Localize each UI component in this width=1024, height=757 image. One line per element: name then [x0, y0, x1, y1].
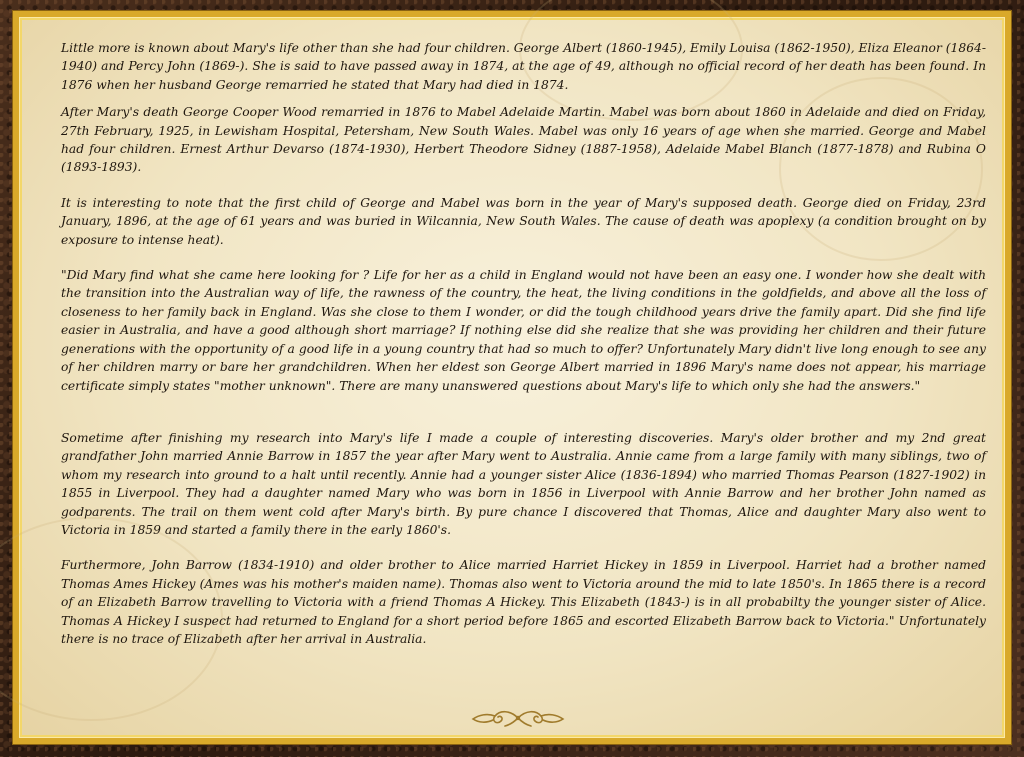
paragraph-3: It is interesting to note that the first child of George and Mabel was born in the year of Mary's supposed death. George died on Friday, 23rd January, 1896, at the age of 61 years and was buried in Wilcannia, New South Wales. The cause of death was apoplexy (a condition brought on by exposure to intense heat).: [61, 195, 986, 247]
ornament-flourish-icon: [465, 707, 571, 729]
document-body: [61, 39, 986, 648]
paragraph-4: "Did Mary find what she came here looking for ? Life for her as a child in England would not have been an easy one. I wonder how she dealt with the transition into the Australian way of life, the rawness of the country, the heat, the living conditions in the goldfields, and above all the loss of closeness to her family back in England. Was she close to them I wonder, or did the tough childhood years drive the family apart. Did she find life easier in Australia, and have a good although short marriage? If nothing else did she realize that she was providing her children and their future generations with the opportunity of a good life in a young country that had so much to offer? Unfortunately Mary didn't live long enough to see any of her children marry or bare her grandchildren. When her eldest son George Albert married in 1896 Mary's name does not appear, his marriage certificate simply states "mother unknown". There are many unanswered questions about Mary's life to which only she had the answers.": [61, 268, 986, 393]
paragraph-5: Sometime after finishing my research into Mary's life I made a couple of interesting discoveries. Mary's older brother and my 2nd great grandfather John married Annie Barrow in 1857 the year after Mary went to Australia. Annie came from a large family with many siblings, two of whom my research into ground to a halt until recently. Annie had a younger sister Alice (1836-1894) who married Thomas Pearson (1827-1902) in 1855 in Liverpool. They had a daughter named Mary who was born in 1856 in Liverpool with Annie Barrow and her brother John named as godparents. The trail on them went cold after Mary's birth. By pure chance I discovered that Thomas, Alice and daughter Mary also went to Victoria in 1859 and started a family there in the early 1860's.: [61, 430, 986, 537]
paragraph-2: After Mary's death George Cooper Wood remarried in 1876 to Mabel Adelaide Martin. Mabel was born about 1860 in Adelaide and died on Friday, 27th February, 1925, in Lewisham Hospital, Petersham, New South Wales. Mabel was only 16 years of age when she married. George and Mabel had four children. Ernest Arthur Devarso (1874-1930), Herbert Theodore Sidney (1887-1958), Adelaide Mabel Blanch (1877-1878) and Rubina O (1893-1893).: [61, 105, 986, 175]
parchment-frame: [13, 11, 1011, 744]
paragraph-6: Furthermore, John Barrow (1834-1910) and older brother to Alice married Harriet Hickey in 1859 in Liverpool. Harriet had a brother named Thomas Ames Hickey (Ames was his mother's maiden name). Thomas also went to Victoria around the mid to late 1850's. In 1865 there is a record of an Elizabeth Barrow travelling to Victoria with a friend Thomas A Hickey. This Elizabeth (1843-) is in all probabilty the younger sister of Alice. Thomas A Hickey I suspect had returned to England for a short period before 1865 and escorted Elizabeth Barrow back to Victoria." Unfortunately there is no trace of Elizabeth after her arrival in Australia.: [61, 558, 986, 646]
paragraph-1: Little more is known about Mary's life other than she had four children. George Albert (1860-1945), Emily Louisa (1862-1950), Eliza Eleanor (1864-1940) and Percy John (1869-). She is said to have passed away in 1874, at the age of 49, although no official record of her death has been found. In 1876 when her husband George remarried he stated that Mary had died in 1874.: [61, 41, 986, 92]
